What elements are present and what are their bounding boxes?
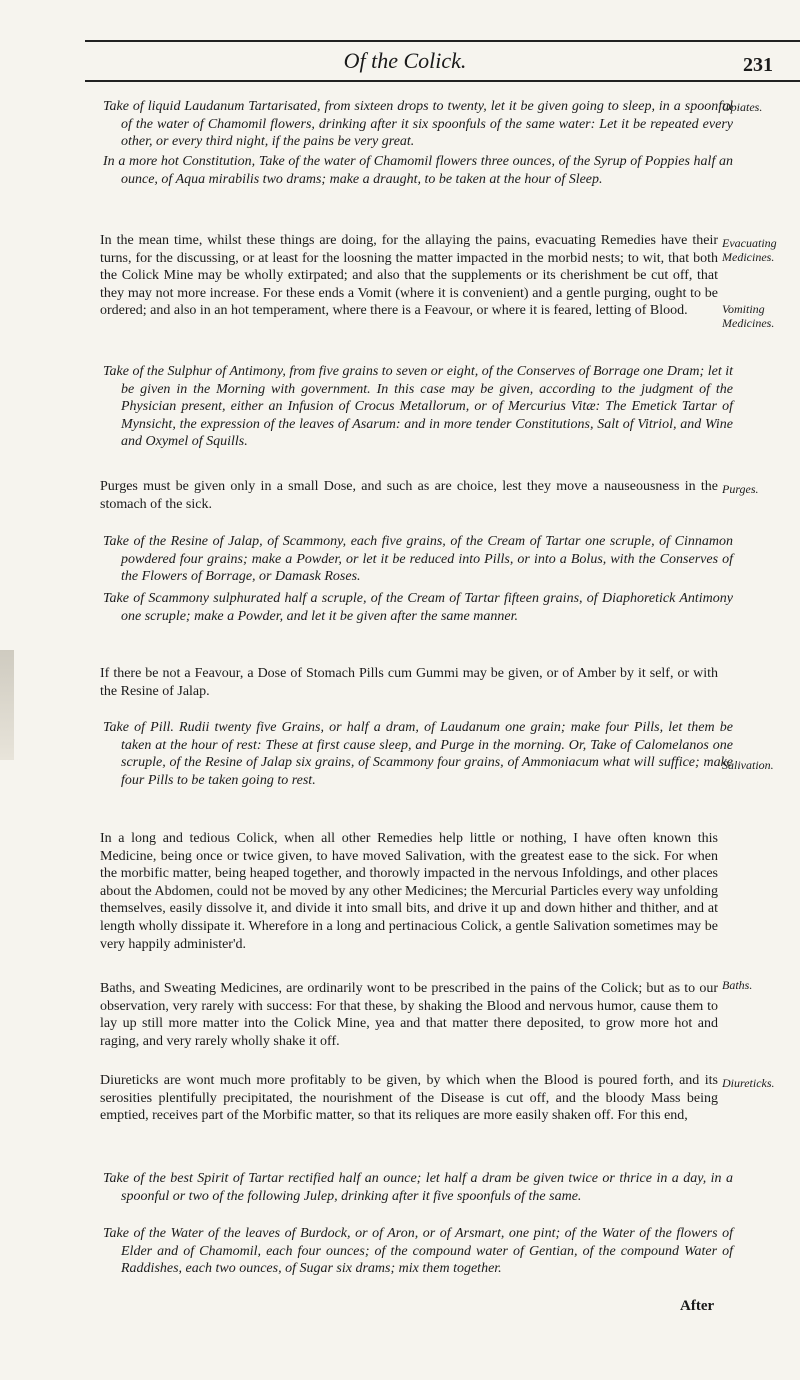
margin-note-salivation: Salivation.: [722, 758, 774, 772]
paragraph-evacuating: In the mean time, whilst these things are doing, for the allaying the pains, evacuating Remedies have their turns, for the discussing, or at least for the loosning the matter impacted in the morbid nests; to wit, that both the Colick Mine may be wholly extirpated; and also that the supplements or its cherishment be cut off, that they may not more increase. For these ends a Vomit (where it is convenient) and a gentle purging, ought to be ordered; and also in an hot temperament, where there is a Feavour, or where it is feared, letting of Blood.: [100, 233, 718, 319]
catchword: After: [680, 1298, 715, 1314]
title-rule: [85, 80, 800, 82]
paragraph-scammony-recipe: Take of Scammony sulphurated half a scruple, of the Cream of Tartar fifteen grains, of Diaphoretick Antimony one scruple; make a Powder, and let it be given after the same manner.: [103, 591, 733, 624]
margin-note-purges: Purges.: [722, 482, 759, 496]
top-rule: [85, 40, 800, 42]
paragraph-pill-rudii: Take of Pill. Rudii twenty five Grains, or half a dram, of Laudanum one grain; make four Pills, let them be taken at the hour of rest: These at first cause sleep, and Purge in the morning. Or, Take of Calomelanos one scruple, of the Resine of Jalap six grains, of Scammony four grains, of Ammoniacum what will suffice; make four Pills to be taken going to rest.: [103, 720, 733, 788]
running-title: Of the Colick.: [343, 48, 467, 73]
margin-note-diureticks: Diureticks.: [722, 1076, 775, 1090]
paragraph-burdock-recipe: Take of the Water of the leaves of Burdock, or of Aron, or of Arsmart, one pint; of the Water of the flowers of Elder and of Chamomil, each four ounces; of the compound water of Gentian, of the compound Water of Raddishes, each two ounces, of Sugar six drams; mix them together.: [103, 1226, 733, 1277]
paragraph-antimony: Take of the Sulphur of Antimony, from five grains to seven or eight, of the Conserves of Borrage one Dram; let it be given in the Morning with government. In this case may be given, according to the judgment of the Physician present, either an Infusion of Crocus Metallorum, or of Mercurius Vitæ: The Emetick Tartar of Mynsicht, the expression of the leaves of Asarum: and in more tender Constitutions, Salt of Vitriol, and Wine and Oxymel of Squills.: [103, 364, 733, 450]
page-edge-shadow: [0, 650, 14, 760]
margin-note-vomiting: Vomiting Medicines.: [722, 302, 775, 330]
paragraph-purges: Purges must be given only in a small Dose, and such as are choice, lest they move a nauseousness in the stomach of the sick.: [100, 479, 718, 512]
paragraph-baths: Baths, and Sweating Medicines, are ordinarily wont to be prescribed in the pains of the Colick; but as to our observation, very rarely with success: For that these, by shaking the Blood and nervous humor, cause them to lay up still more matter into the Colick Mine, yea and that matter there deposited, to grow more hot and raging, and very rarely wholly shake it off.: [100, 981, 718, 1049]
paragraph-salivation: In a long and tedious Colick, when all other Remedies help little or nothing, I have often known this Medicine, being once or twice given, to have moved Salivation, with the greatest ease to the sick. For when the morbific matter, being heaped together, and thorowly impacted in the nervous Infoldings, and other places about the Abdomen, could not be moved by any other Medicines; the Mercurial Particles every way unfolding themselves, easily dissolve it, and divide it into small bits, and drive it up and down hither and thither, and at length wholly dissipate it. Wherefore in a long and pertinacious Colick, a gentle Salivation sometimes may be very happily administer'd.: [100, 831, 718, 952]
paragraph-feavour: If there be not a Feavour, a Dose of Stomach Pills cum Gummi may be given, or of Amber by it self, or with the Resine of Jalap.: [100, 666, 718, 699]
paragraph-jalap-recipe: Take of the Resine of Jalap, of Scammony, each five grains, of the Cream of Tartar one scruple, of Cinnamon powdered four grains; make a Powder, or let it be reduced into Pills, or into a Bolus, with the Conserves of the Flowers of Borrage, or Damask Roses.: [103, 534, 733, 585]
paragraph-opiate-recipe-2: In a more hot Constitution, Take of the water of Chamomil flowers three ounces, of the Syrup of Poppies half an ounce, of Aqua mirabilis two drams; make a draught, to be taken at the hour of Sleep.: [103, 154, 733, 187]
page-number: 231: [743, 54, 773, 76]
margin-note-opiates: Opiates.: [722, 100, 763, 114]
margin-note-evacuating: Evacuating Medicines.: [722, 236, 777, 264]
paragraph-opiate-recipe-1: Take of liquid Laudanum Tartarisated, from sixteen drops to twenty, let it be given going to sleep, in a spoonful of the water of Chamomil flowers, drinking after it six spoonfuls of the same water: Let it be repeated every other, or every third night, if the pains be very great.: [103, 99, 733, 150]
margin-note-baths: Baths.: [722, 978, 753, 992]
paragraph-tartar-recipe: Take of the best Spirit of Tartar rectified half an ounce; let half a dram be given twice or thrice in a day, in a spoonful or two of the following Julep, drinking after it five spoonfuls of the same.: [103, 1171, 733, 1204]
paragraph-diureticks: Diureticks are wont much more profitably to be given, by which when the Blood is poured forth, and its serosities plentifully precipitated, the nourishment of the Disease is cut off, and the bloody Mass being emptied, receives part of the Morbific matter, so that its reliques are more easily shaken off. For this end,: [100, 1073, 718, 1124]
